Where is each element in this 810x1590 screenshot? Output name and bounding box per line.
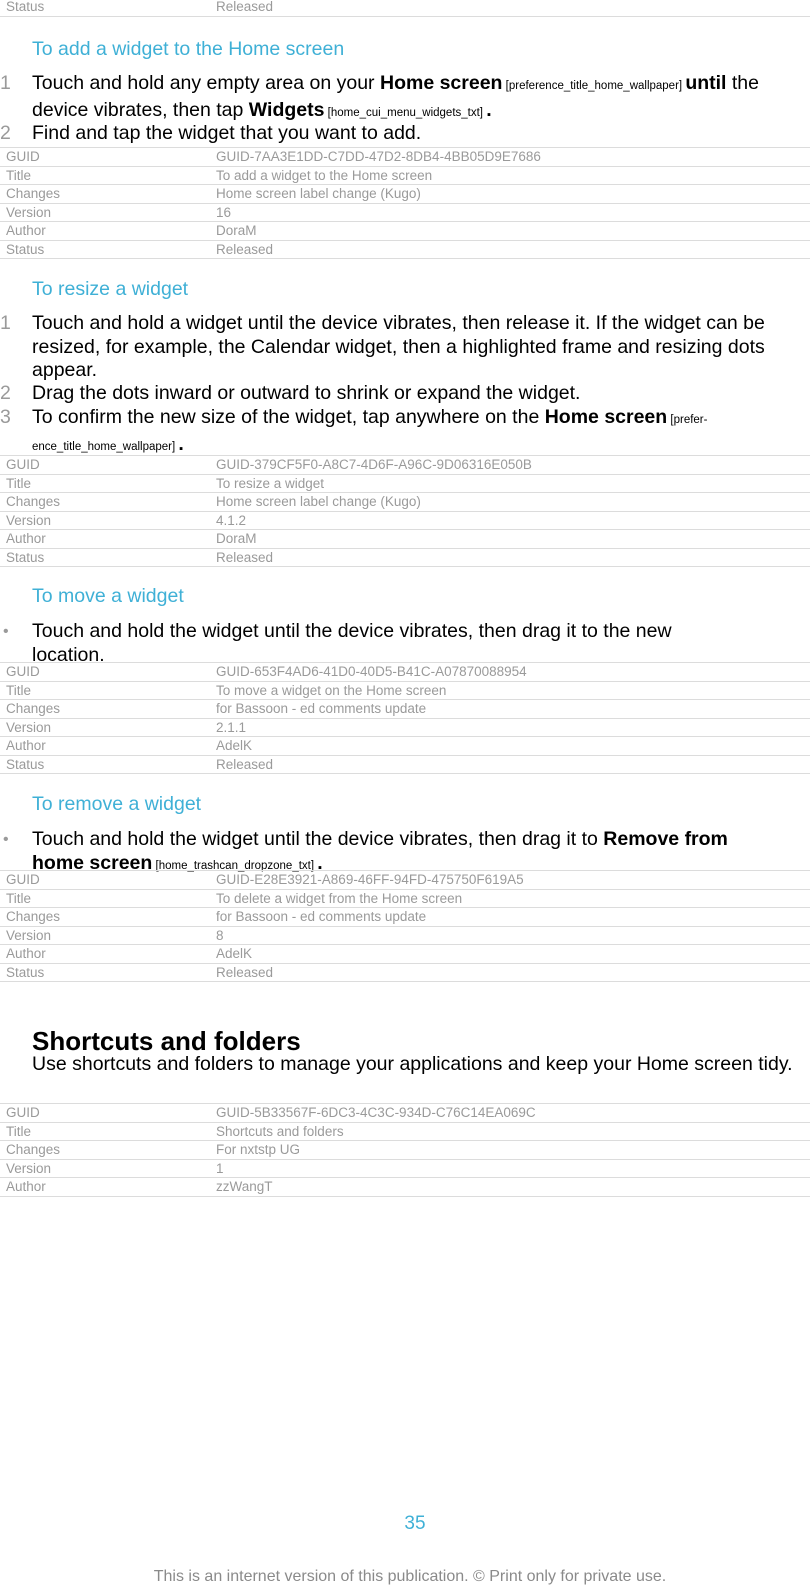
meta-value: To delete a widget from the Home screen (210, 889, 810, 908)
string-ref: [preference_title_home_wallpaper] (502, 80, 686, 92)
meta-value: AdelK (210, 737, 810, 756)
ui-term: Remove from home screen (32, 828, 728, 874)
meta-key: Author (0, 1178, 210, 1197)
meta-value: GUID-653F4AD6-41D0-40D5-B41C-A07870088954 (210, 663, 810, 682)
ui-term: Home screen (379, 72, 503, 94)
meta-value: Released (210, 963, 810, 982)
section-intro: Use shortcuts and folders to manage your applications and keep your Home screen tidy. (32, 1053, 793, 1075)
remove-widget-heading: To remove a widget (32, 793, 202, 815)
meta-value: 4.1.2 (210, 511, 810, 530)
string-ref: [home_cui_menu_widgets_txt] (324, 106, 487, 119)
meta-key: Version (0, 926, 210, 945)
meta-key: Author (0, 945, 210, 964)
meta-value: GUID-379CF5F0-A8C7-4D6F-A96C-9D06316E050B (210, 456, 810, 475)
meta-value: 16 (210, 203, 810, 222)
meta-value: Shortcuts and folders (210, 1122, 810, 1141)
meta-value: zzWangT (210, 1178, 810, 1197)
meta-key: Title (0, 1122, 210, 1141)
metadata-table-add (0, 147, 810, 259)
bullet: • (3, 831, 9, 848)
meta-key: Status (0, 963, 210, 982)
meta-value: DoraM (210, 222, 810, 241)
meta-key: Status (0, 755, 210, 774)
meta-value: for Bassoon - ed comments update (210, 700, 810, 719)
meta-key: Changes (0, 1141, 210, 1160)
meta-key: Status (0, 548, 210, 567)
meta-value: AdelK (210, 945, 810, 964)
meta-value: for Bassoon - ed comments update (210, 908, 810, 927)
ui-term: Widgets (248, 98, 325, 121)
meta-key: GUID (0, 1104, 210, 1123)
meta-key: Version (0, 718, 210, 737)
meta-key: Version (0, 203, 210, 222)
meta-value: Released (210, 0, 810, 16)
step-text: Touch and hold any empty area on your Home screen [preference_title_home_wallpaper] until the device vibrates, then tap Widgets [home_cui_menu_widgets_txt] . (32, 72, 759, 121)
step-number: 3 (0, 406, 11, 428)
step-number: 1 (0, 72, 11, 94)
meta-value: GUID-5B33567F-6DC3-4C3C-934D-C76C14EA069C (210, 1104, 810, 1123)
meta-key: Title (0, 889, 210, 908)
step-text: To confirm the new size of the widget, tap anywhere on the Home screen [prefer-ence_title_home_wallpaper] . (32, 406, 708, 455)
meta-value: Released (210, 240, 810, 259)
meta-key: Version (0, 511, 210, 530)
meta-key: Author (0, 737, 210, 756)
meta-key: GUID (0, 456, 210, 475)
step-number: 1 (0, 312, 11, 334)
meta-value: For nxtstp UG (210, 1141, 810, 1160)
metadata-table-move (0, 662, 810, 774)
section-heading: Shortcuts and folders (32, 1026, 301, 1056)
meta-value: DoraM (210, 530, 810, 549)
meta-value: Released (210, 548, 810, 567)
step-text: Touch and hold the widget until the device vibrates, then drag it to the new location. (32, 620, 672, 666)
meta-value: Home screen label change (Kugo) (210, 493, 810, 512)
string-ref: [home_trashcan_dropzone_txt] (152, 859, 318, 872)
step-text: Drag the dots inward or outward to shrink or expand the widget. (32, 382, 581, 404)
meta-value: GUID-7AA3E1DD-C7DD-47D2-8DB4-4BB05D9E7686 (210, 148, 810, 167)
step-text: Touch and hold the widget until the device vibrates, then drag it to Remove from home screen [home_trashcan_dropzone_txt] . (32, 828, 728, 874)
meta-key: GUID (0, 663, 210, 682)
meta-key: Status (0, 240, 210, 259)
meta-key: Changes (0, 185, 210, 204)
metadata-table-resize (0, 455, 810, 567)
ui-term: until (685, 72, 727, 94)
step-number: 2 (0, 122, 11, 144)
metadata-table-previous (0, 0, 810, 17)
meta-value: GUID-E28E3921-A869-46FF-94FD-475750F619A5 (210, 871, 810, 890)
ui-term: Home screen (544, 406, 668, 428)
meta-key: Author (0, 530, 210, 549)
meta-key: Title (0, 681, 210, 700)
meta-key: GUID (0, 871, 210, 890)
meta-value: To add a widget to the Home screen (210, 166, 810, 185)
add-widget-heading: To add a widget to the Home screen (32, 38, 345, 60)
page-number: 35 (404, 1513, 426, 1534)
meta-value: 1 (210, 1159, 810, 1178)
meta-key: Title (0, 474, 210, 493)
meta-value: To resize a widget (210, 474, 810, 493)
meta-key: Author (0, 222, 210, 241)
meta-key: Changes (0, 908, 210, 927)
meta-value: Home screen label change (Kugo) (210, 185, 810, 204)
meta-key: Title (0, 166, 210, 185)
meta-key: Status (0, 0, 210, 16)
resize-widget-heading: To resize a widget (32, 278, 189, 300)
meta-value: To move a widget on the Home screen (210, 681, 810, 700)
meta-key: Version (0, 1159, 210, 1178)
metadata-table-shortcuts (0, 1103, 810, 1197)
move-widget-heading: To move a widget (32, 585, 184, 607)
meta-key: GUID (0, 148, 210, 167)
bullet: • (3, 623, 9, 640)
step-text: Touch and hold a widget until the device vibrates, then release it. If the widget can be resized, for example, the Calendar widget, then a highlighted frame and resizing dots appear. (32, 312, 765, 381)
string-ref: [prefer-ence_title_home_wallpaper] (32, 414, 708, 453)
meta-value: 8 (210, 926, 810, 945)
step-number: 2 (0, 382, 11, 404)
footer-note: This is an internet version of this publication. © Print only for private use. (153, 1568, 667, 1585)
step-text: Find and tap the widget that you want to add. (32, 122, 422, 144)
meta-value: 2.1.1 (210, 718, 810, 737)
metadata-table-remove (0, 870, 810, 982)
meta-value: Released (210, 755, 810, 774)
meta-key: Changes (0, 493, 210, 512)
meta-key: Changes (0, 700, 210, 719)
